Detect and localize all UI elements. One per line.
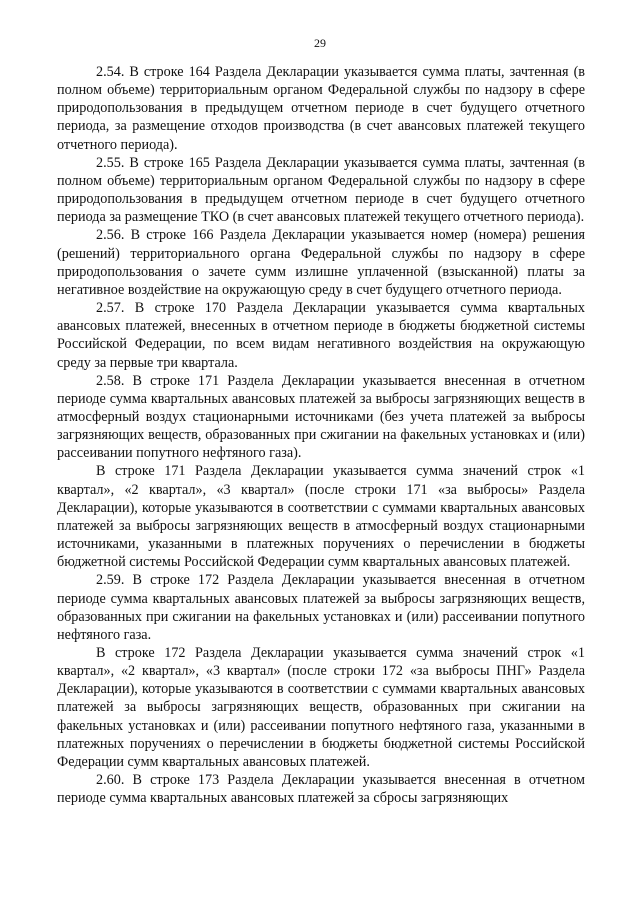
page-number: 29 — [314, 36, 326, 50]
paragraph-2-59: 2.59. В строке 172 Раздела Декларации указывается внесенная в отчетном периоде сумма квартальных авансовых платежей за выбросы загрязняющих веществ, образованных при сжигании на факельных установках и (или) рассеивании попутного нефтяного газа. — [57, 572, 585, 643]
paragraph-2-55: 2.55. В строке 165 Раздела Декларации указывается сумма платы, зачтенная (в полном объеме) территориальным органом Федеральной службы по надзору в сфере природопользования в предыдущем отчетном периоде в счет будущего отчетного периода за размещение ТКО (в счет авансовых платежей текущего отчетного периода). — [57, 154, 585, 226]
paragraph-line-171-details: В строке 171 Раздела Декларации указывается сумма значений строк «1 квартал», «2 квартал», «3 квартал» (после строки 171 «за выбросы» Раздела Декларации), которые указываются в соответствии с суммами квартальных авансовых платежей за выбросы загрязняющих веществ в атмосферный воздух стационарными источниками, указанными в платежных поручениях о перечислении в бюджеты бюджетной системы Российской Федерации сумм квартальных авансовых платежей. — [57, 463, 585, 571]
paragraph-2-56: 2.56. В строке 166 Раздела Декларации указывается номер (номера) решения (решений) территориального органа Федеральной службы по надзору в сфере природопользования о зачете сумм излишне уплаченной (взысканной) платы за негативное воздействие на окружающую среду в счет будущего отчетного периода. — [57, 227, 585, 298]
paragraph-2-58: 2.58. В строке 171 Раздела Декларации указывается внесенная в отчетном периоде сумма квартальных авансовых платежей за выбросы загрязняющих веществ в атмосферный воздух стационарными источниками (без учета платежей за выбросы загрязняющих веществ, образованных при сжигании на факельных установках и (или) рассеивании попутного нефтяного газа). — [57, 372, 585, 462]
document-body — [57, 63, 585, 807]
paragraph-2-60: 2.60. В строке 173 Раздела Декларации указывается внесенная в отчетном периоде сумма квартальных авансовых платежей за сбросы загрязняющих — [57, 772, 585, 807]
paragraph-2-57: 2.57. В строке 170 Раздела Декларации указывается сумма квартальных авансовых платежей, внесенных в отчетном периоде в бюджеты бюджетной системы Российской Федерации, по всем видам негативного воздействия на окружающую среду за первые три квартала. — [57, 300, 585, 371]
paragraph-line-172-details: В строке 172 Раздела Декларации указывается сумма значений строк «1 квартал», «2 квартал», «3 квартал» (после строки 172 «за выбросы ПНГ» Раздела Декларации), которые указываются в соответствии с суммами квартальных авансовых платежей за выбросы загрязняющих веществ, образованных при сжигании на факельных установках и (или) рассеивании попутного нефтяного газа, указанными в платежных поручениях о перечислении в бюджеты бюджетной системы Российской Федерации сумм квартальных авансовых платежей. — [57, 645, 585, 770]
paragraph-2-54: 2.54. В строке 164 Раздела Декларации указывается сумма платы, зачтенная (в полном объеме) территориальным органом Федеральной службы по надзору в сфере природопользования в предыдущем отчетном периоде в счет будущего отчетного периода, за размещение отходов производства (в счет авансовых платежей текущего отчетного периода). — [57, 64, 585, 153]
